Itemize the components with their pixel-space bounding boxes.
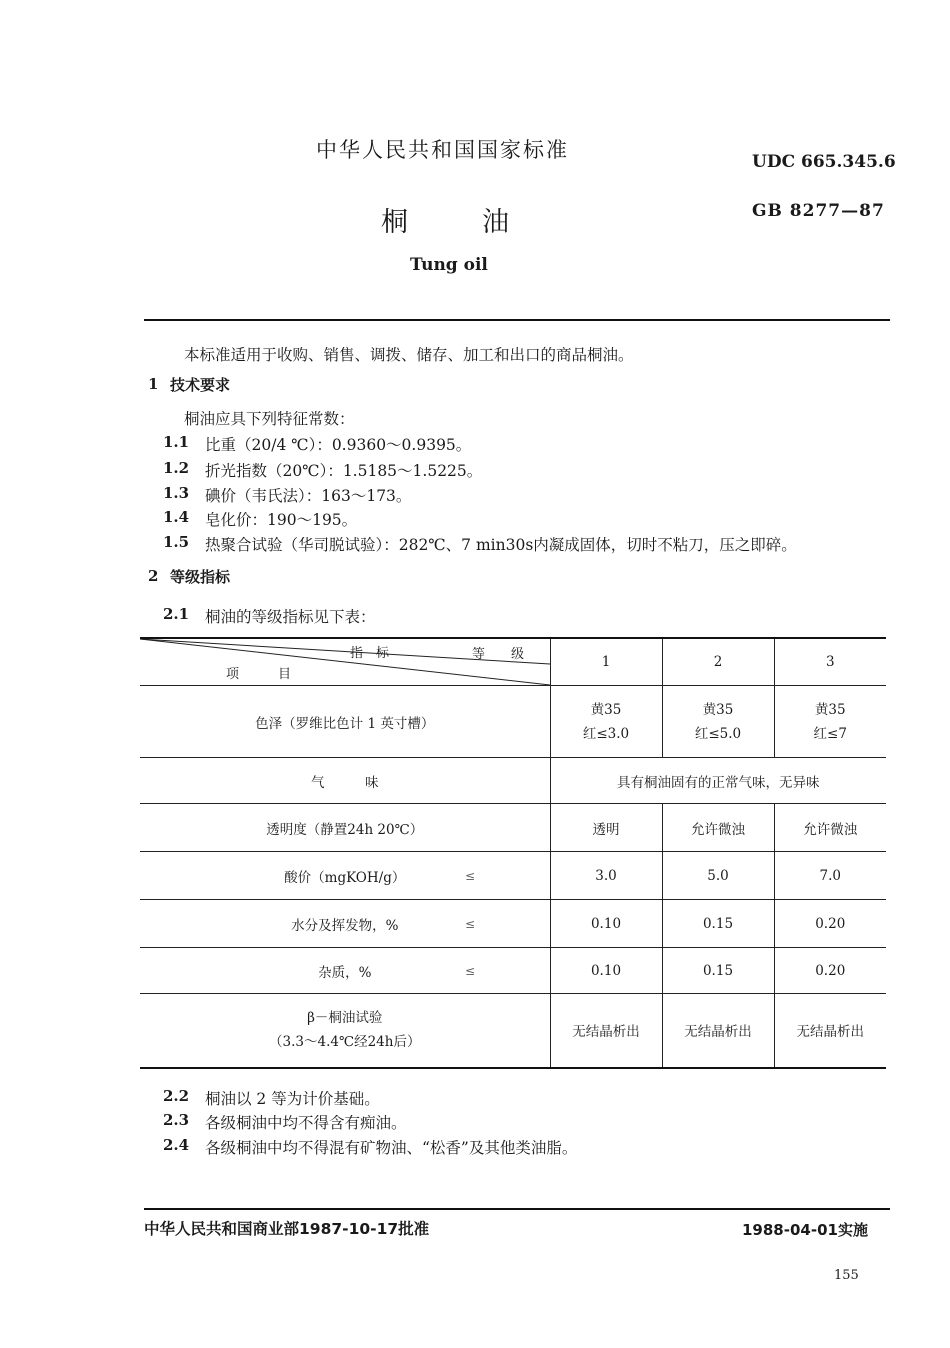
row-label [140, 852, 550, 900]
cell-line: 红≤3.0 [582, 725, 630, 742]
lte-symbol: ≤ [465, 963, 476, 978]
clause-text: 碘价（韦氏法）：163～173。 [205, 487, 412, 505]
section-2-number: 2 [148, 567, 159, 585]
row-label-line: （3.3～4.4℃经24h后） [269, 1034, 421, 1051]
grade-header-2: 2 [662, 638, 774, 686]
page-number: 155 [834, 1268, 859, 1283]
row-label [140, 758, 550, 804]
merged-cell: 具有桐油固有的正常气味，无异味 [550, 758, 886, 804]
clause-number: 2.2 [163, 1087, 190, 1105]
clause-number: 1.4 [163, 508, 190, 526]
grade-cell: 0.15 [662, 900, 774, 948]
clause-text: 热聚合试验（华司脱试验）：282℃、7 min30s内凝成固体，切时不粘刀，压之即碎。 [205, 536, 797, 554]
cell-line: 红≤5.0 [694, 725, 742, 742]
clause-text: 折光指数（20℃）：1.5185～1.5225。 [205, 462, 483, 480]
grade-spec-table [140, 637, 886, 1069]
clause-number: 1.5 [163, 533, 190, 551]
grade-cell: 0.15 [662, 948, 774, 994]
clause-text: 各级桐油中均不得混有矿物油、“松香”及其他类油脂。 [205, 1139, 578, 1157]
grade-cell: 0.20 [774, 900, 886, 948]
grade-cell: 0.10 [550, 900, 662, 948]
grade-cell: 0.10 [550, 948, 662, 994]
clause-text: 比重（20/4 ℃）：0.9360～0.9395。 [205, 436, 472, 454]
clause-number: 2.4 [163, 1136, 190, 1154]
row-label [140, 900, 550, 948]
grade-cell: 无结晶析出 [774, 994, 886, 1068]
table-row [140, 900, 886, 948]
national-standard-title: 中华人民共和国国家标准 [316, 138, 569, 162]
cell-line: 黄35 [814, 701, 846, 718]
header-rule [144, 319, 890, 321]
lte-symbol: ≤ [465, 868, 476, 883]
clause-text: 各级桐油中均不得含有痴油。 [205, 1114, 407, 1132]
grade-cell: 3.0 [550, 852, 662, 900]
clause-number: 1.3 [163, 484, 190, 502]
row-label-text: 水分及挥发物，% [291, 917, 399, 934]
row-label-text: 杂质，% [318, 964, 372, 981]
clause-number: 2.1 [163, 605, 190, 623]
row-label-text: 色泽（罗维比色计 1 英寸槽） [255, 715, 435, 732]
row-label [140, 804, 550, 852]
doc-title-char-1: 桐 [381, 207, 408, 238]
approval-text: 中华人民共和国商业部1987-10-17批准 [144, 1220, 430, 1238]
grade-cell: 无结晶析出 [550, 994, 662, 1068]
cell-line: 红≤7 [813, 725, 847, 742]
grade-cell: 0.20 [774, 948, 886, 994]
section-1-number: 1 [148, 375, 159, 393]
table-row [140, 758, 886, 804]
header-item-label: 项 目 [226, 667, 292, 682]
table-row [140, 804, 886, 852]
diagonal-header-cell [140, 638, 550, 686]
row-label-text: 透明度（静置24h 20℃） [266, 821, 424, 838]
table-row [140, 686, 886, 758]
grade-cell [662, 686, 774, 758]
udc-code: UDC 665.345.6 [752, 152, 896, 172]
clause-text: 桐油的等级指标见下表： [205, 608, 376, 626]
grade-cell: 透明 [550, 804, 662, 852]
clause-number: 2.3 [163, 1111, 190, 1129]
grade-cell: 无结晶析出 [662, 994, 774, 1068]
grade-cell: 7.0 [774, 852, 886, 900]
grade-cell: 5.0 [662, 852, 774, 900]
english-title: Tung oil [410, 255, 488, 275]
effective-date: 1988-04-01实施 [742, 1221, 868, 1239]
clause-text: 桐油以 2 等为计价基础。 [205, 1090, 380, 1108]
grade-cell: 允许微浊 [662, 804, 774, 852]
header-indicator-label: 指 标 [350, 646, 390, 661]
cell-line: 黄35 [702, 701, 734, 718]
section-1-title: 技术要求 [170, 376, 231, 394]
row-label [140, 994, 550, 1068]
table-row [140, 852, 886, 900]
grade-cell: 允许微浊 [774, 804, 886, 852]
cell-line: 黄35 [590, 701, 622, 718]
grade-cell [774, 686, 886, 758]
clause-number: 1.1 [163, 433, 190, 451]
clause-text: 皂化价：190～195。 [205, 511, 358, 529]
grade-header-1: 1 [550, 638, 662, 686]
table-row [140, 994, 886, 1068]
row-label [140, 948, 550, 994]
table-header-row [140, 638, 886, 686]
lte-symbol: ≤ [465, 916, 476, 931]
header-grade-label: 等 级 [472, 647, 525, 662]
table-row [140, 948, 886, 994]
gb-code: GB 8277—87 [752, 201, 885, 221]
footer-rule [144, 1208, 890, 1210]
doc-title-char-2: 油 [482, 207, 509, 238]
row-label-line: β－桐油试验 [307, 1010, 383, 1027]
grade-cell [550, 686, 662, 758]
section-2-title: 等级指标 [170, 568, 231, 586]
clause-number: 1.2 [163, 459, 190, 477]
row-label-text: 气 味 [311, 774, 379, 791]
intro-text: 本标准适用于收购、销售、调拨、储存、加工和出口的商品桐油。 [184, 346, 634, 364]
row-label-text: 酸价（mgKOH/g） [284, 869, 406, 886]
section-1-lead: 桐油应具下列特征常数： [184, 410, 355, 428]
row-label [140, 686, 550, 758]
grade-header-3: 3 [774, 638, 886, 686]
